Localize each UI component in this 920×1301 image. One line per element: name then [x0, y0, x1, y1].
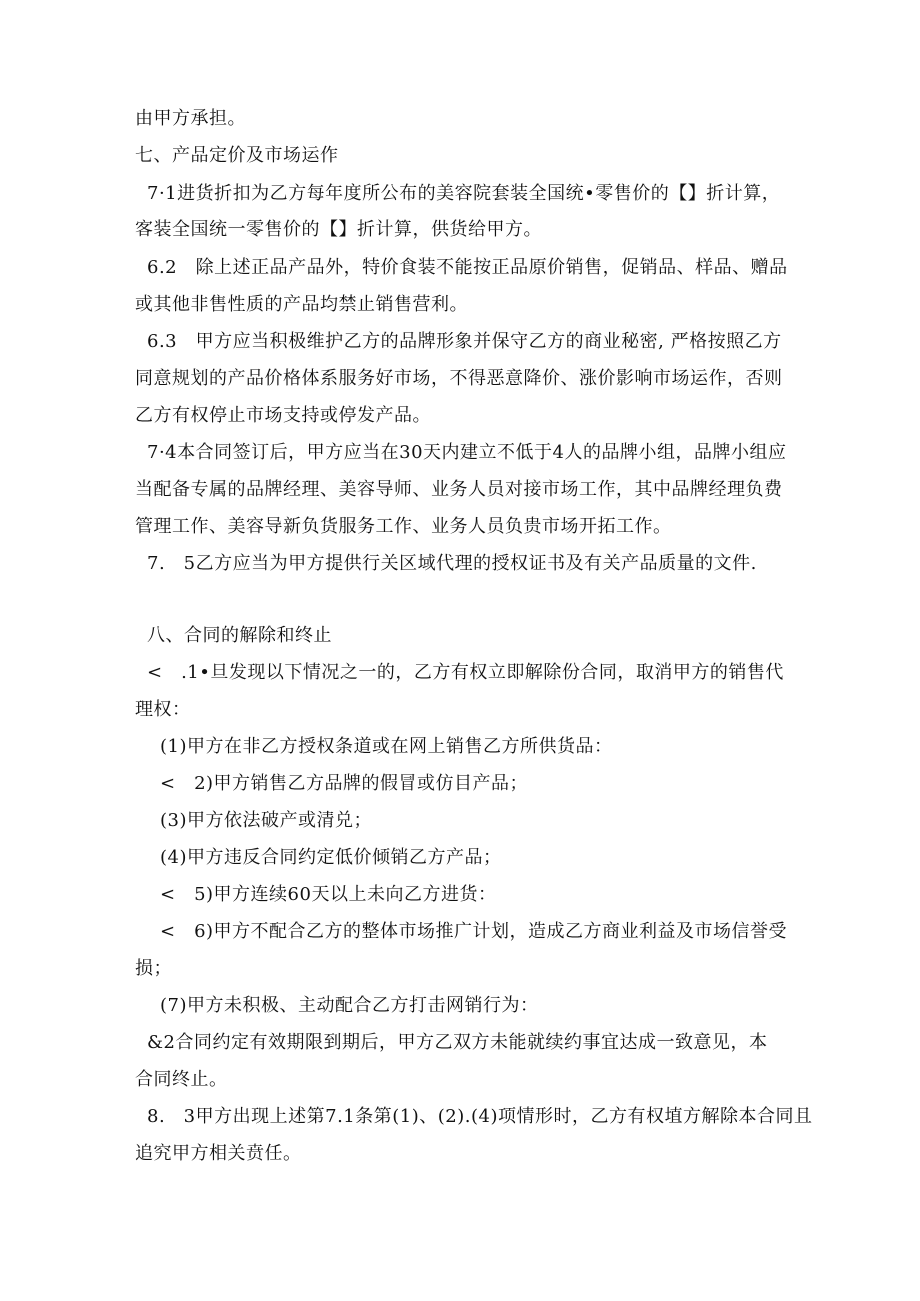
text-line: 6.2 除上述正品产品外，特价食装不能按正品原价销售，促销品、样品、赠品: [147, 257, 788, 278]
text-line: 7·1进货折扣为乙方每年度所公布的美容院套装全国统•零售价的【】折计算，: [147, 183, 781, 204]
text-line: 同意规划的产品价格体系服务好市场，不得恶意降价、涨价影响市场运作，否则: [135, 368, 783, 389]
text-line: 客装全国统一零售价的【】折计算，供货给甲方。: [135, 219, 542, 240]
list-item: (1)甲方在非乙方授权条道或在网上销售乙方所供货品：: [160, 736, 613, 757]
text-line: < .1•旦发现以下情况之一的，乙方有权立即解除份合同，取消甲方的销售代: [147, 662, 784, 683]
list-item: < 2)甲方销售乙方品牌的假冒或仿目产品；: [160, 773, 529, 794]
text-line: 由甲方承担。: [135, 108, 246, 129]
text-line: 7. 5乙方应当为甲方提供行关区域代理的授权证书及有关产品质量的文件.: [147, 553, 757, 574]
text-line: 管理工作、美容导新负货服务工作、业务人员负贵市场开拓工作。: [135, 516, 672, 537]
text-line: 乙方有权停止市场支持或停发产品。: [135, 405, 431, 426]
text-line: 追究甲方相关贲任。: [135, 1143, 302, 1164]
text-line: 损；: [135, 958, 172, 979]
section-heading: 七、产品定价及市场运作: [135, 145, 339, 166]
list-item: < 6)甲方不配合乙方的整体市场推广计划，造成乙方商业利益及市场信誉受: [160, 921, 788, 942]
list-item: (4)甲方违反合同约定低价倾销乙方产品；: [160, 847, 502, 868]
text-line: 或其他非售性质的产品均禁止销售营利。: [135, 294, 468, 315]
list-item: < 5)甲方连续60天以上未向乙方进货：: [160, 884, 497, 905]
list-item: (7)甲方未积极、主动配合乙方打击网销行为：: [160, 995, 539, 1016]
text-line: 6.3 甲方应当积极维护乙方的品牌形象并保守乙方的商业秘密, 严格按照乙方: [147, 331, 782, 352]
text-line: 当配备专属的品牌经理、美容导师、业务人员对接市场工作，其中品牌经理负费: [135, 479, 783, 500]
text-line: 7·4本合同签订后，甲方应当在30天内建立不低于4人的品牌小组，品牌小组应: [147, 442, 787, 463]
text-line: &2合同约定有效期限到期后，甲方乙双方未能就续约事宜达成一致意见，本: [147, 1032, 768, 1053]
text-line: 合同终止。: [135, 1069, 228, 1090]
section-heading: 八、合同的解除和终止: [147, 625, 332, 646]
text-line: 理权：: [135, 699, 191, 720]
list-item: (3)甲方依法破产或清兑；: [160, 810, 372, 831]
text-line: 8. 3甲方出现上述第7.1条第(1)、(2).(4)项情形时，乙方有权埴方解除本合同且: [147, 1106, 813, 1127]
